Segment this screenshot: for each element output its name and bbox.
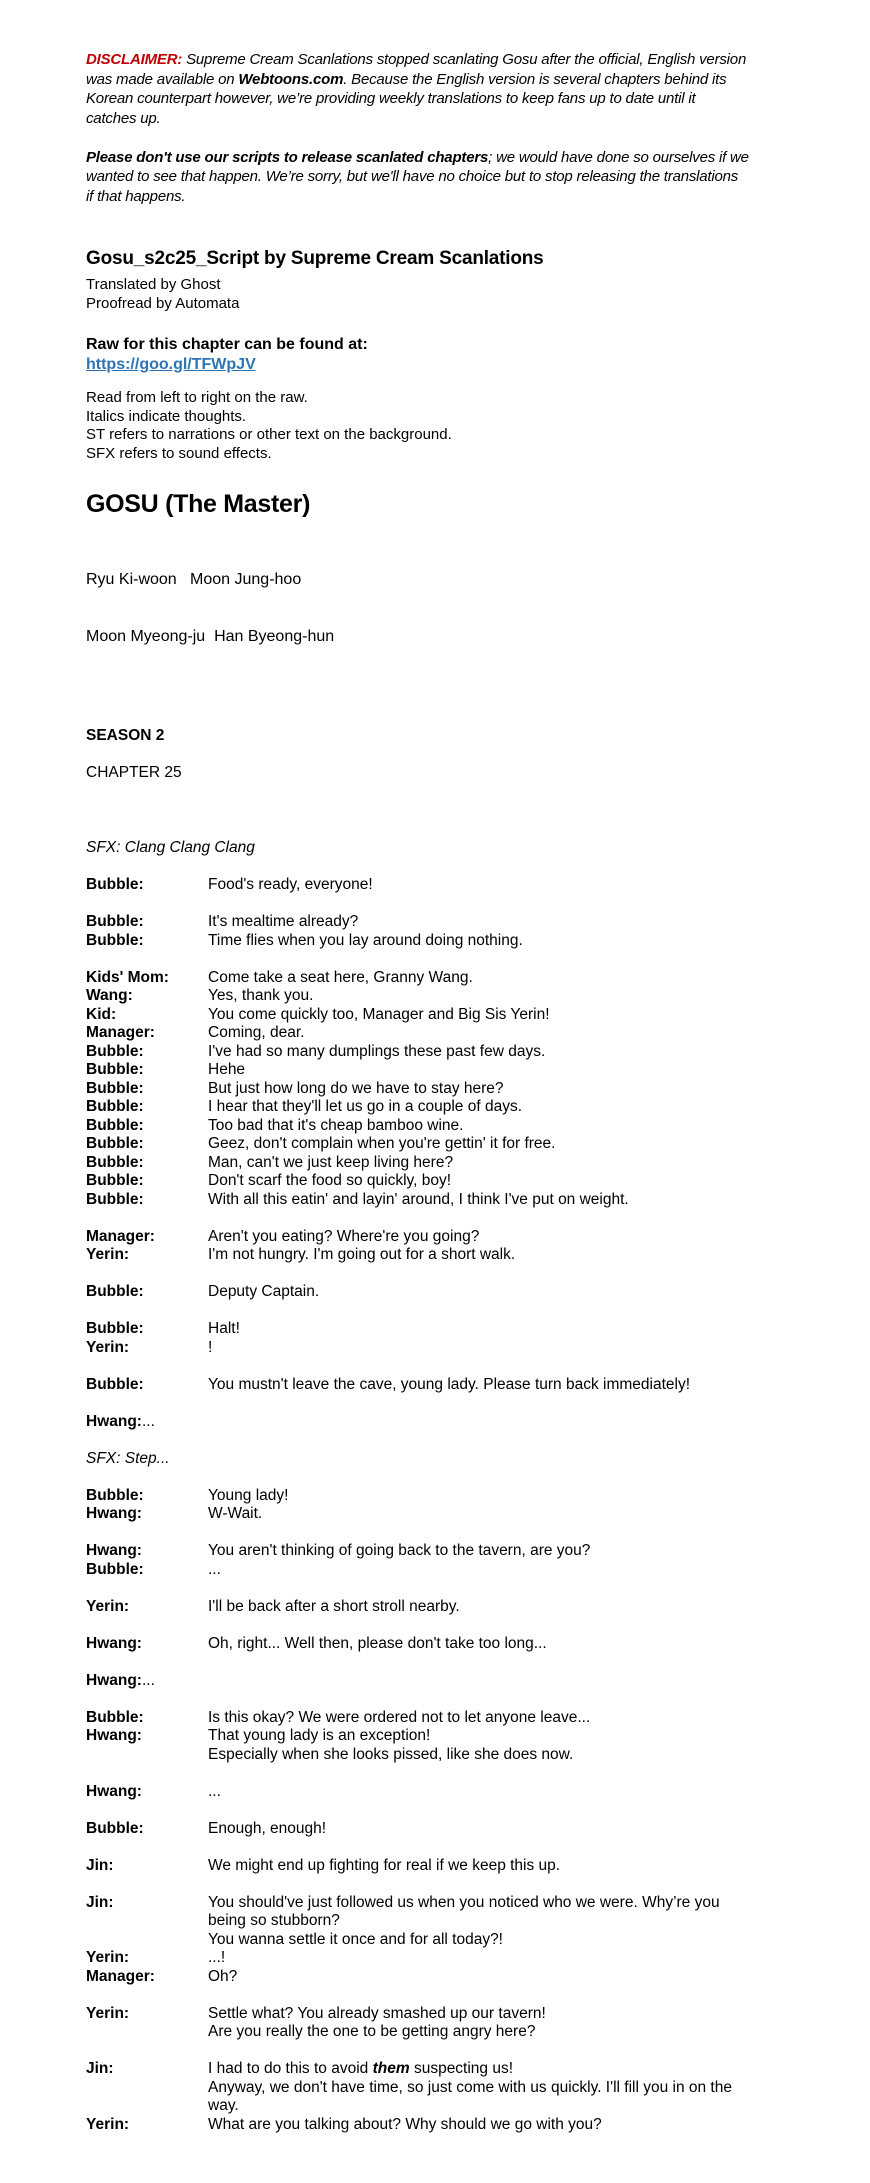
cue-dialogue-line: [208, 1191, 814, 1210]
cue-dialogue-line: [208, 1098, 814, 1117]
cue-dialogue-text: [208, 1283, 814, 1302]
text-segment: I'm not hungry. I'm going out for a short walk.: [208, 1246, 516, 1263]
cue-dialogue-line: [208, 1376, 814, 1395]
cue-dialogue-line: [208, 1043, 814, 1062]
cue-speaker-label: Bubble:: [86, 1042, 144, 1060]
disclaimer-line: [86, 167, 814, 187]
cue-dialogue-text: [208, 1376, 814, 1395]
cue-speaker-label: Bubble:: [86, 1079, 144, 1097]
text-segment: Deputy Captain.: [208, 1283, 320, 1300]
cue-dialogue-text: ...: [141, 1412, 155, 1430]
text-segment: catches up.: [86, 109, 161, 127]
cue-dialogue-line: [208, 2116, 814, 2135]
cue-dialogue-line: [208, 932, 814, 951]
script-cue-row: [86, 932, 814, 951]
cue-dialogue-text: [208, 2116, 814, 2135]
text-segment: wanted to see that happen. We’re sorry, but we'll have no choice but to stop releasing the translations: [86, 168, 739, 185]
cue-dialogue-text: [208, 1968, 814, 1987]
raw-link-block: [86, 335, 814, 374]
cue-speaker-label: Bubble:: [86, 1283, 144, 1300]
text-segment: Young lady!: [208, 1486, 289, 1504]
text-segment: SFX refers to sound effects.: [86, 444, 272, 462]
cue-dialogue-line: [208, 1487, 814, 1506]
season-label: SEASON 2: [86, 727, 165, 744]
cue-dialogue-text: [208, 1783, 814, 1802]
cue-speaker-label: Bubble:: [86, 1320, 144, 1337]
script-cue-row: [86, 1487, 814, 1506]
text-segment: SFX: Clang Clang Clang: [86, 839, 255, 856]
cue-dialogue-text: [208, 1043, 814, 1062]
text-segment: Oh?: [208, 1967, 238, 1985]
script-group: [86, 1672, 814, 1691]
text-segment: Coming, dear.: [208, 1024, 305, 1041]
cue-dialogue-line: [208, 1320, 814, 1339]
cue-dialogue-line: [208, 1857, 814, 1876]
script-heading: Gosu_s2c25_Script by Supreme Cream Scanlations: [86, 248, 544, 269]
cue-dialogue-text: [208, 1154, 814, 1173]
script-cue-row: [86, 1949, 814, 1968]
cue-dialogue-text: [208, 876, 814, 895]
script-cue-row: [86, 876, 814, 895]
cue-dialogue-text: [208, 1949, 814, 1968]
script-cue-row: [86, 1283, 814, 1302]
cue-dialogue-line: [208, 1709, 814, 1728]
text-segment: way.: [208, 2097, 239, 2114]
text-segment: ST refers to narrations or other text on the background.: [86, 426, 452, 443]
cue-dialogue-line: [208, 1006, 814, 1025]
reading-note-line: [86, 389, 814, 408]
script-cue-row: [86, 1505, 814, 1524]
text-segment: It's mealtime already?: [208, 913, 359, 930]
cue-dialogue-line: [208, 969, 814, 988]
disclaimer-line: [86, 89, 814, 109]
cue-dialogue-text: [208, 2005, 814, 2042]
cue-speaker-label: Bubble:: [86, 1098, 144, 1115]
cue-speaker-label: Kids' Mom:: [86, 968, 169, 986]
text-segment: being so stubborn?: [208, 1912, 340, 1929]
cue-speaker-label: Yerin:: [86, 1949, 130, 1966]
script-cue-row: [86, 1857, 814, 1876]
cue-dialogue-line: [208, 1912, 814, 1931]
script-cue-row: [86, 1135, 814, 1154]
script-cue-row: [86, 1080, 814, 1099]
cue-dialogue-text: [208, 1024, 814, 1043]
script-group: [86, 1598, 814, 1617]
cue-speaker-label: Bubble:: [86, 931, 144, 949]
text-segment: . Because the English version is several chapters behind its: [343, 70, 727, 88]
disclaimer-section: [86, 50, 814, 206]
text-segment: Too bad that it's cheap bamboo wine.: [208, 1116, 464, 1134]
text-segment: But just how long do we have to stay here?: [208, 1079, 504, 1097]
script-group: [86, 1857, 814, 1876]
cue-speaker-label: Bubble:: [86, 1116, 144, 1134]
text-segment: ...: [208, 1560, 221, 1578]
credits-block: [86, 276, 814, 313]
cue-speaker-label: Kid:: [86, 1005, 117, 1023]
script-group: [86, 1820, 814, 1839]
script-cue-row: [86, 1376, 814, 1395]
script-group: [86, 1635, 814, 1654]
cue-dialogue-line: [208, 1561, 814, 1580]
cue-dialogue-text: [208, 1117, 814, 1136]
cue-speaker-label: Bubble:: [86, 913, 144, 930]
cue-dialogue-line: [208, 2097, 814, 2116]
authors-block: [86, 532, 814, 684]
script-cue-row: [86, 969, 814, 988]
cue-speaker-label: Hwang:: [86, 1782, 142, 1800]
cue-dialogue-text: [208, 1246, 814, 1265]
cue-speaker-label: Manager:: [86, 1024, 155, 1041]
script-group: [86, 1783, 814, 1802]
text-segment: Korean counterpart however, we’re providing weekly translations to keep fans up to date until it: [86, 90, 696, 107]
text-segment: if that happens.: [86, 187, 186, 205]
cue-speaker-label: Bubble:: [86, 1061, 144, 1078]
cue-dialogue-line: [208, 1931, 814, 1950]
cue-speaker-label: Yerin:: [86, 2115, 130, 2133]
series-title: GOSU (The Master): [86, 490, 311, 518]
script-group: [86, 2060, 814, 2134]
script-cue-row: [86, 1172, 814, 1191]
text-segment: Hehe: [208, 1061, 246, 1078]
proofreader-credit: Proofread by Automata: [86, 294, 240, 312]
disclaimer-paragraph-2: [86, 148, 814, 207]
cue-speaker-label: Jin:: [86, 2060, 114, 2077]
cue-dialogue-text: [208, 987, 814, 1006]
text-segment: You aren't thinking of going back to the tavern, are you?: [208, 1542, 591, 1559]
cue-dialogue-line: [208, 1246, 814, 1265]
script-cue-row: [86, 1098, 814, 1117]
sfx-line: [86, 1450, 814, 1469]
text-segment: SFX: Step...: [86, 1449, 170, 1467]
script-cue-row: [86, 2005, 814, 2042]
script-group: [86, 969, 814, 1210]
cue-dialogue-text: [208, 969, 814, 988]
cue-dialogue-line: [208, 1080, 814, 1099]
cue-dialogue-text: [208, 1320, 814, 1339]
cue-speaker-label: Hwang:: [86, 1412, 142, 1430]
disclaimer-line: [86, 109, 814, 129]
script-group: [86, 1542, 814, 1579]
cue-speaker-label: Bubble:: [86, 1375, 144, 1393]
cue-dialogue-line: [208, 1283, 814, 1302]
cue-dialogue-line: [208, 1949, 814, 1968]
cue-dialogue-text: [208, 1727, 814, 1764]
disclaimer-line: [86, 148, 814, 168]
authors-line-1: Ryu Ki-woon Moon Jung-hoo: [86, 571, 302, 588]
text-segment: Especially when she looks pissed, like she does now.: [208, 1745, 574, 1763]
cue-dialogue-text: ...: [141, 1671, 155, 1689]
cue-speaker-label: Bubble:: [86, 1153, 144, 1171]
text-segment: I had to do this to avoid: [208, 2060, 373, 2077]
text-segment: ; we would have done so ourselves if we: [488, 148, 749, 166]
cue-speaker-label: Manager:: [86, 1967, 155, 1985]
script-group: [86, 876, 814, 895]
cue-speaker-label: Hwang:: [86, 1634, 142, 1652]
text-segment: ...!: [208, 1949, 226, 1966]
cue-dialogue-line: [208, 1542, 814, 1561]
text-segment: Man, can't we just keep living here?: [208, 1153, 454, 1171]
text-segment: You come quickly too, Manager and Big Sis Yerin!: [208, 1005, 550, 1023]
script-group: [86, 913, 814, 950]
cue-dialogue-text: [208, 1080, 814, 1099]
text-segment: Time flies when you lay around doing nothing.: [208, 931, 523, 949]
cue-speaker-label: Yerin:: [86, 1338, 130, 1356]
script-inline-row: [86, 1672, 814, 1691]
cue-speaker-label: Bubble:: [86, 1135, 144, 1152]
text-segment: I've had so many dumplings these past few days.: [208, 1042, 546, 1060]
text-segment: Please don't use our scripts to release scanlated chapters: [86, 148, 489, 166]
text-segment: Don't scarf the food so quickly, boy!: [208, 1172, 452, 1189]
cue-dialogue-line: [208, 1024, 814, 1043]
cue-speaker-label: Hwang:: [86, 1671, 142, 1689]
script-cue-row: [86, 1561, 814, 1580]
cue-speaker-label: Hwang:: [86, 1727, 142, 1744]
reading-notes: [86, 389, 814, 463]
cue-dialogue-text: [208, 913, 814, 932]
cue-dialogue-text: [208, 1505, 814, 1524]
script-cue-row: [86, 1043, 814, 1062]
cue-dialogue-line: [208, 1061, 814, 1080]
text-segment: Aren't you eating? Where're you going?: [208, 1227, 480, 1245]
sfx-line: [86, 839, 814, 858]
cue-dialogue-text: [208, 1542, 814, 1561]
text-segment: was made available on: [86, 70, 239, 88]
script-group: [86, 1894, 814, 1987]
cue-dialogue-line: [208, 1505, 814, 1524]
script-cue-row: [86, 1024, 814, 1043]
text-segment: Oh, right... Well then, please don't take too long...: [208, 1634, 547, 1652]
script-group: [86, 1450, 814, 1469]
script-cue-row: [86, 987, 814, 1006]
cue-dialogue-line: [208, 913, 814, 932]
cue-speaker-label: Bubble:: [86, 1560, 144, 1578]
cue-speaker-label: Bubble:: [86, 1819, 144, 1837]
text-segment: Settle what? You already smashed up our tavern!: [208, 2004, 546, 2022]
text-segment: Come take a seat here, Granny Wang.: [208, 968, 473, 986]
cue-dialogue-text: [208, 1061, 814, 1080]
text-segment: With all this eatin' and layin' around, I think I've put on weight.: [208, 1190, 629, 1208]
text-segment: Read from left to right on the raw.: [86, 389, 308, 406]
text-segment: Webtoons.com: [238, 70, 344, 88]
chapter-label: CHAPTER 25: [86, 764, 182, 781]
text-segment: You should've just followed us when you noticed who we were. Why’re you: [208, 1893, 720, 1911]
script-cue-row: [86, 913, 814, 932]
cue-dialogue-line: [208, 2023, 814, 2042]
reading-note-line: [86, 426, 814, 445]
script-group: [86, 1413, 814, 1432]
script-inline-row: [86, 1413, 814, 1432]
cue-dialogue-text: [208, 1635, 814, 1654]
cue-speaker-label: Jin:: [86, 1893, 114, 1911]
cue-dialogue-text: [208, 1598, 814, 1617]
raw-chapter-link[interactable]: https://goo.gl/TFWpJV: [86, 355, 256, 373]
script-cue-row: [86, 1006, 814, 1025]
script-group: [86, 1487, 814, 1524]
text-segment: DISCLAIMER:: [86, 51, 187, 68]
text-segment: Halt!: [208, 1320, 240, 1337]
cue-dialogue-line: [208, 1154, 814, 1173]
script-cue-row: [86, 1968, 814, 1987]
cue-dialogue-line: [208, 1117, 814, 1136]
cue-dialogue-text: [208, 1709, 814, 1728]
authors-line-2: Moon Myeong-ju Han Byeong-hun: [86, 628, 335, 645]
cue-dialogue-line: [208, 1968, 814, 1987]
cue-speaker-label: Manager:: [86, 1227, 155, 1245]
text-segment: That young lady is an exception!: [208, 1727, 431, 1744]
cue-dialogue-line: [208, 1339, 814, 1358]
cue-dialogue-text: [208, 1820, 814, 1839]
cue-dialogue-text: [208, 2060, 814, 2116]
script-cue-row: [86, 2060, 814, 2116]
cue-dialogue-text: [208, 1857, 814, 1876]
cue-speaker-label: Yerin:: [86, 1597, 130, 1615]
text-segment: ...: [208, 1782, 221, 1800]
reading-note-line: [86, 408, 814, 427]
cue-speaker-label: Bubble:: [86, 1708, 144, 1726]
cue-dialogue-text: [208, 1098, 814, 1117]
text-segment: I'll be back after a short stroll nearby.: [208, 1597, 460, 1615]
cue-speaker-label: Hwang:: [86, 1542, 142, 1559]
text-segment: What are you talking about? Why should we go with you?: [208, 2115, 602, 2133]
disclaimer-line: [86, 70, 814, 90]
text-segment: I hear that they'll let us go in a couple of days.: [208, 1098, 523, 1115]
text-segment: Enough, enough!: [208, 1819, 327, 1837]
cue-dialogue-line: [208, 1746, 814, 1765]
script-cue-row: [86, 1598, 814, 1617]
script-cue-row: [86, 1727, 814, 1764]
script-cue-row: [86, 1709, 814, 1728]
cue-dialogue-line: [208, 1228, 814, 1247]
script-group: [86, 1709, 814, 1765]
cue-dialogue-text: [208, 1894, 814, 1950]
text-segment: suspecting us!: [409, 2060, 514, 2077]
script-body: [86, 839, 814, 2134]
cue-dialogue-line: [208, 1172, 814, 1191]
script-group: [86, 1376, 814, 1395]
script-cue-row: [86, 1320, 814, 1339]
cue-dialogue-line: [208, 2060, 814, 2079]
script-group: [86, 1228, 814, 1265]
script-cue-row: [86, 1228, 814, 1247]
cue-speaker-label: Bubble:: [86, 876, 144, 893]
script-cue-row: [86, 1820, 814, 1839]
reading-note-line: [86, 445, 814, 464]
script-cue-row: [86, 1635, 814, 1654]
script-group: [86, 2005, 814, 2042]
text-segment: Is this okay? We were ordered not to let anyone leave...: [208, 1708, 591, 1726]
text-segment: Yes, thank you.: [208, 987, 314, 1004]
text-segment: Italics indicate thoughts.: [86, 407, 247, 425]
cue-dialogue-text: [208, 1339, 814, 1358]
script-cue-row: [86, 1154, 814, 1173]
text-segment: W-Wait.: [208, 1505, 263, 1522]
cue-dialogue-text: [208, 1191, 814, 1210]
cue-speaker-label: Bubble:: [86, 1486, 144, 1504]
cue-dialogue-text: [208, 932, 814, 951]
cue-dialogue-line: [208, 1820, 814, 1839]
script-group: [86, 1320, 814, 1357]
cue-dialogue-text: [208, 1172, 814, 1191]
script-group: [86, 839, 814, 858]
script-cue-row: [86, 1191, 814, 1210]
cue-speaker-label: Wang:: [86, 987, 133, 1004]
text-segment: We might end up fighting for real if we keep this up.: [208, 1856, 561, 1874]
cue-dialogue-text: [208, 1228, 814, 1247]
script-cue-row: [86, 1339, 814, 1358]
script-cue-row: [86, 1894, 814, 1950]
disclaimer-line: [86, 50, 814, 70]
script-cue-row: [86, 1246, 814, 1265]
text-segment: them: [372, 2060, 410, 2077]
text-segment: Food's ready, everyone!: [208, 876, 373, 893]
cue-speaker-label: Yerin:: [86, 1246, 130, 1263]
text-segment: Anyway, we don't have time, so just come with us quickly. I'll fill you in on the: [208, 2078, 732, 2096]
cue-speaker-label: Hwang:: [86, 1505, 142, 1522]
script-cue-row: [86, 2116, 814, 2135]
cue-dialogue-line: [208, 1598, 814, 1617]
cue-dialogue-line: [208, 1727, 814, 1746]
cue-dialogue-line: [208, 1635, 814, 1654]
cue-dialogue-text: [208, 1006, 814, 1025]
cue-dialogue-line: [208, 876, 814, 895]
script-cue-row: [86, 1117, 814, 1136]
text-segment: Supreme Cream Scanlations stopped scanlating Gosu after the official, English version: [186, 51, 747, 68]
cue-dialogue-line: [208, 1783, 814, 1802]
translator-credit: Translated by Ghost: [86, 276, 221, 293]
disclaimer-line: [86, 187, 814, 207]
script-cue-row: [86, 1061, 814, 1080]
raw-link-label: Raw for this chapter can be found at:: [86, 336, 368, 353]
cue-speaker-label: Bubble:: [86, 1172, 144, 1189]
text-segment: Geez, don't complain when you're gettin' it for free.: [208, 1135, 556, 1152]
text-segment: You wanna settle it once and for all today?!: [208, 1930, 503, 1948]
cue-dialogue-text: [208, 1487, 814, 1506]
cue-speaker-label: Yerin:: [86, 2004, 130, 2022]
script-cue-row: [86, 1783, 814, 1802]
cue-dialogue-line: [208, 1894, 814, 1913]
cue-speaker-label: Bubble:: [86, 1190, 144, 1208]
text-segment: You mustn't leave the cave, young lady. Please turn back immediately!: [208, 1375, 691, 1393]
cue-dialogue-line: [208, 987, 814, 1006]
cue-dialogue-line: [208, 2005, 814, 2024]
cue-dialogue-text: [208, 1135, 814, 1154]
cue-dialogue-line: [208, 2079, 814, 2098]
disclaimer-paragraph-1: [86, 50, 814, 128]
text-segment: !: [208, 1338, 213, 1356]
script-group: [86, 1283, 814, 1302]
cue-dialogue-text: [208, 1561, 814, 1580]
cue-speaker-label: Jin:: [86, 1856, 114, 1874]
text-segment: Are you really the one to be getting angry here?: [208, 2023, 536, 2040]
cue-dialogue-line: [208, 1135, 814, 1154]
script-cue-row: [86, 1542, 814, 1561]
